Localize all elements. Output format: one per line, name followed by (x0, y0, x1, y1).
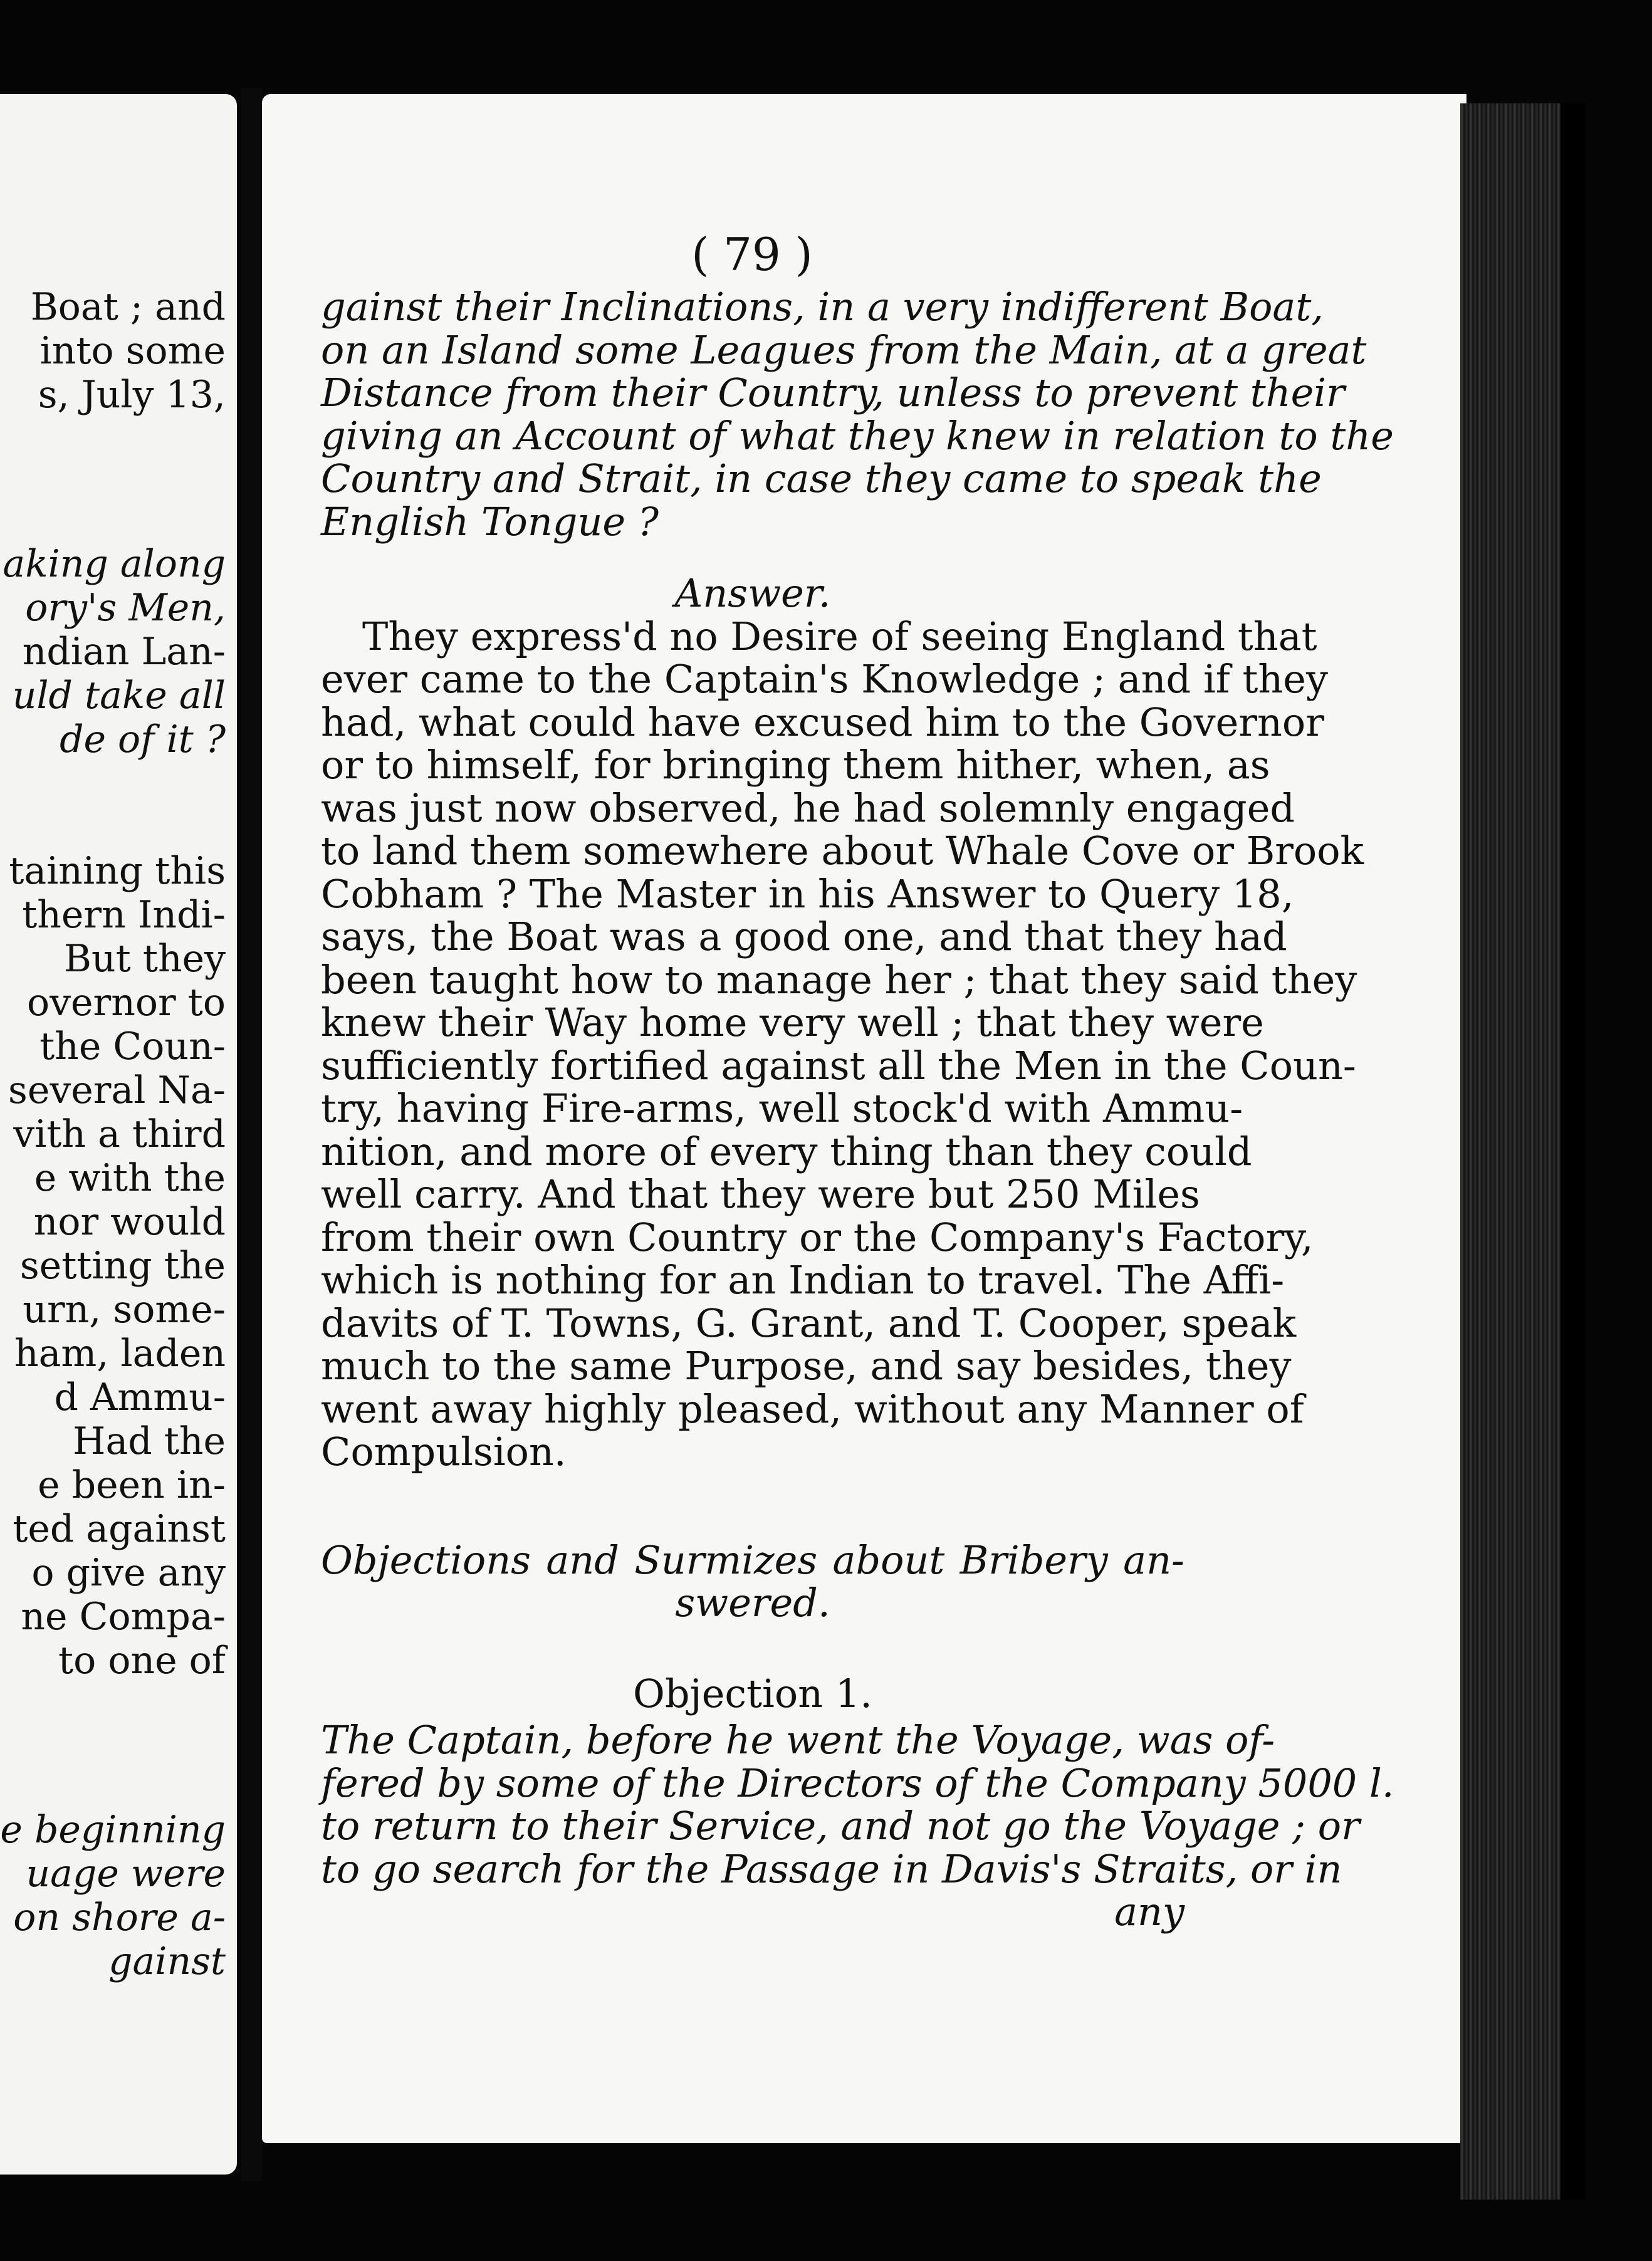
left-page-line: e beginning (0, 1808, 226, 1852)
objection-line: fered by some of the Directors of the Company 5000 l. (321, 1760, 1394, 1806)
section-heading-line: swered. (675, 1580, 830, 1626)
left-page-line: ndian Lan- (22, 630, 226, 674)
answer-line: nition, and more of every thing than they could (321, 1128, 1252, 1174)
left-page-line: urn, some- (23, 1288, 226, 1332)
answer-paragraph (321, 613, 1364, 1475)
left-page-line: overnor to (27, 981, 226, 1025)
left-page-line: ted against (13, 1507, 226, 1551)
answer-line: Compulsion. (321, 1429, 567, 1475)
left-page-line: nor would (33, 1200, 226, 1244)
left-page-line: setting the (19, 1244, 226, 1288)
catchword: any (1114, 1889, 1184, 1935)
answer-line: davits of T. Towns, G. Grant, and T. Cooper, speak (321, 1300, 1297, 1346)
left-page-line: Had the (73, 1419, 226, 1463)
page-number: ( 79 ) (691, 228, 813, 281)
query-line: English Tongue ? (321, 498, 659, 545)
answer-line: had, what could have excused him to the Governor (321, 699, 1324, 745)
left-page-line: ham, laden (14, 1332, 226, 1376)
answer-line: well carry. And that they were but 250 Miles (321, 1171, 1200, 1217)
left-page-line: to one of (58, 1639, 226, 1683)
answer-line: try, having Fire-arms, well stock'd with Ammu- (321, 1085, 1243, 1131)
left-page-line: on shore a- (13, 1896, 226, 1940)
query-line: Country and Strait, in case they came to speak the (321, 456, 1322, 501)
objection-line: to go search for the Passage in Davis's Straits, or in (321, 1846, 1342, 1892)
query-line: giving an Account of what they knew in relation to the (321, 412, 1394, 459)
answer-line: or to himself, for bringing them hither, when, as (321, 742, 1270, 788)
query-paragraph (321, 284, 1394, 545)
objection-line: The Captain, before he went the Voyage, was of- (321, 1717, 1275, 1763)
answer-heading: Answer. (674, 570, 831, 616)
left-page-line: ne Compa- (21, 1595, 226, 1639)
section-heading-line: Objections and Surmizes about Bribery an- (321, 1537, 1184, 1583)
answer-line: Cobham ? The Master in his Answer to Query 18, (321, 870, 1294, 917)
left-page-line: ory's Men, (25, 586, 226, 630)
left-page-line: o give any (31, 1551, 226, 1595)
left-page-line: into some (39, 329, 226, 373)
left-page-line: uld take all (12, 674, 226, 718)
query-line: gainst their Inclinations, in a very indifferent Boat, (321, 284, 1324, 330)
left-page-line: Boat ; and (30, 285, 226, 329)
left-page-line: taining this (9, 849, 226, 893)
book-gutter (241, 88, 262, 2181)
answer-line: to land them somewhere about Whale Cove or Brook (321, 828, 1364, 874)
answer-line: much to the same Purpose, and say besides, they (321, 1343, 1292, 1389)
left-page-line: But they (63, 937, 226, 981)
objection-heading: Objection 1. (632, 1670, 873, 1716)
left-page-line: s, July 13, (38, 373, 226, 417)
answer-line: from their own Country or the Company's Factory, (321, 1214, 1314, 1260)
left-page-line: the Coun- (39, 1025, 226, 1068)
answer-line: They express'd no Desire of seeing England that (362, 613, 1317, 659)
page-body (321, 284, 1394, 1935)
left-page-line: e been in- (38, 1463, 226, 1507)
answer-line: which is nothing for an Indian to travel. The Affi- (321, 1257, 1285, 1303)
left-page-line: d Ammu- (54, 1376, 226, 1419)
left-page-line: e with the (34, 1156, 226, 1200)
section-heading (321, 1539, 1184, 1625)
left-page-line: gainst (108, 1940, 226, 1983)
book-fore-edge (1460, 103, 1586, 2200)
answer-line: been taught how to manage her ; that they said they (321, 956, 1357, 1003)
answer-line: says, the Boat was a good one, and that they had (321, 914, 1287, 959)
left-page-line: aking along (3, 542, 226, 586)
query-line: Distance from their Country, unless to prevent their (321, 370, 1345, 415)
left-page-line: de of it ? (60, 718, 226, 761)
objection-line: to return to their Service, and not go the Voyage ; or (321, 1803, 1360, 1849)
left-page-line: vith a third (13, 1112, 226, 1156)
left-page-line: uage were (26, 1852, 226, 1896)
answer-line: sufficiently fortified against all the Men in the Coun- (321, 1042, 1356, 1089)
query-line: on an Island some Leagues from the Main, at a great (321, 326, 1367, 373)
answer-line: ever came to the Captain's Knowledge ; and if they (321, 656, 1329, 702)
answer-line: was just now observed, he had solemnly engaged (321, 785, 1295, 831)
left-page-line: several Na- (8, 1068, 226, 1112)
left-page (0, 94, 237, 2175)
objection-paragraph (321, 1717, 1394, 1935)
answer-line: went away highly pleased, without any Manner of (321, 1386, 1304, 1432)
answer-line: knew their Way home very well ; that they were (321, 1000, 1264, 1045)
left-page-line: thern Indi- (22, 893, 226, 937)
